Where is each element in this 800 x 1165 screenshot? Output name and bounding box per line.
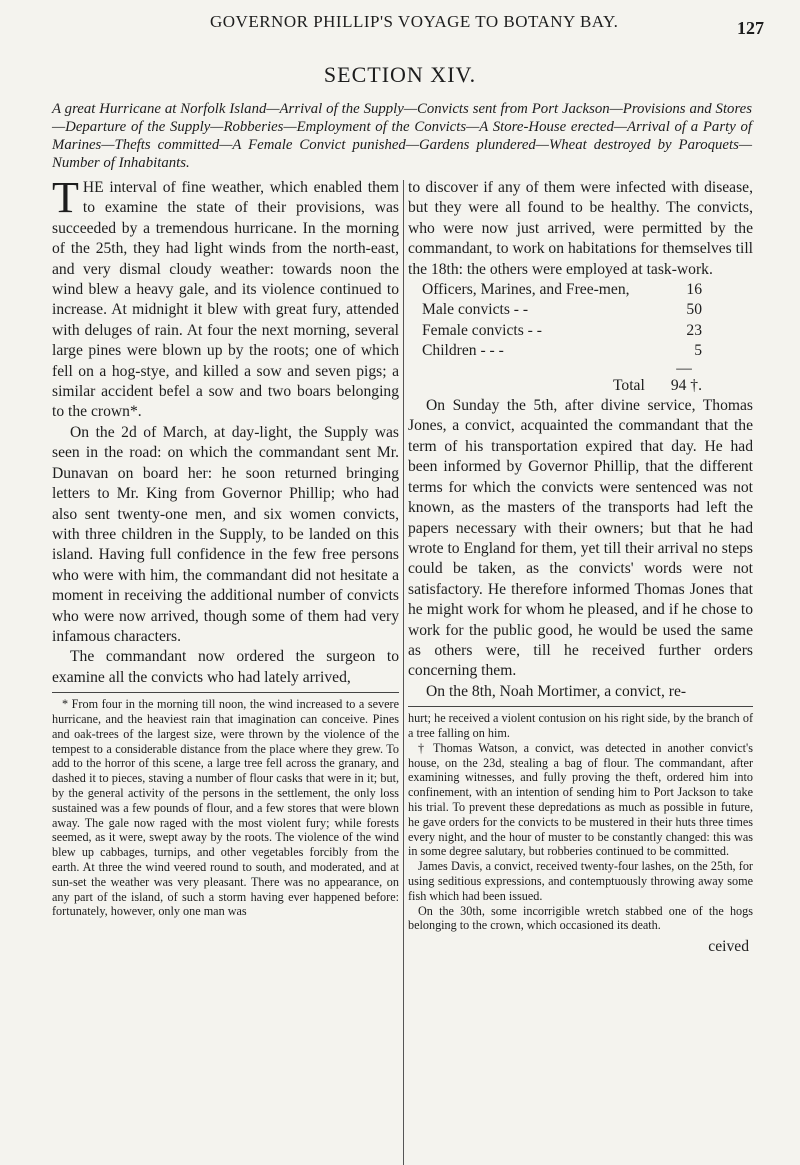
row-label: Female convicts - -	[422, 321, 542, 339]
left-column	[52, 173, 399, 919]
row-label: Male convicts - -	[422, 301, 529, 319]
table-row	[422, 341, 702, 361]
row-label: Officers, Marines, and Free-men,	[422, 281, 630, 299]
table-row	[422, 280, 702, 300]
total-rule: —	[676, 359, 692, 377]
drop-cap: T	[52, 173, 79, 222]
table-row	[422, 300, 702, 320]
footnote: hurt; he received a violent contusion on his right side, by the branch of a tree falling on him.	[408, 711, 753, 740]
paragraph	[52, 173, 399, 423]
row-value: 23	[686, 321, 702, 339]
paragraph: On the 8th, Noah Mortimer, a convict, re-	[426, 682, 687, 700]
paragraph: On the 2d of March, at day-light, the Supply was seen in the road: on which the commandant sent Mr. Dunavan on board her: he soon returned bringing letters to Mr. King from Governor Phillip; who had also sent twenty-one men, and six women convicts, with three children in the Supply, to be landed on this island. Having full confidence in the few free persons who were with him, the commandant did not hesitate a moment in receiving the additional number of convicts who were now arrived, though some of them had very infamous characters.	[52, 423, 399, 645]
right-column	[408, 178, 753, 958]
total-row	[422, 376, 702, 396]
footnote: † Thomas Watson, a convict, was detected in another convict's house, on the 23d, stealing a bag of flour. The commandant, after examining witnesses, and fully proving the theft, ordered him into confinement, with an intention of sending him to Port Jackson to take his trial. To prevent these depredations as much as possible in future, he gave orders for the convicts to be mustered in their huts three times every night, and the hour of muster to be constantly changed: this was in some degree salutary, but robberies continued to be committed.	[408, 740, 753, 859]
inhabitants-table	[422, 280, 753, 396]
running-title: GOVERNOR PHILLIP'S VOYAGE TO BOTANY BAY.	[210, 12, 619, 31]
footnote: On the 30th, some incorrigible wretch stabbed one of the hogs belonging to the crown, which occasioned its death.	[408, 903, 753, 933]
row-value: 50	[686, 301, 702, 319]
section-summary: A great Hurricane at Norfolk Island—Arrival of the Supply—Convicts sent from Port Jackson—Provisions and Stores—Departure of the Supply—Robberies—Employment of the Convicts—A Store-House erected—Arrival of a Party of Marines—Thefts committed—A Female Convict punished—Gardens plundered—Wheat destroyed by Paroquets—Number of Inhabitants.	[52, 101, 752, 171]
footnote-divider	[52, 692, 399, 693]
row-value: 16	[686, 281, 702, 299]
total-label: Total	[612, 376, 645, 394]
footnote: James Davis, a convict, received twenty-four lashes, on the 25th, for using seditious expressions, and contemptuously throwing away some fish which had been issued.	[408, 859, 753, 903]
column-divider	[403, 180, 404, 1165]
row-value: 5	[694, 342, 702, 360]
section-heading: SECTION XIV.	[323, 62, 477, 87]
page-number: 127	[737, 18, 764, 38]
paragraph-text: HE interval of fine weather, which enabled them to examine the state of their provisions, was succeeded by a tremendous hurricane. In the morning of the 25th, they had light winds from the north-east, and very dismal cloudy weather: towards noon the wind blew a heavy gale, and its violence continued to increase. At midnight it blew with great fury, attended with deluges of rain. At four the next morning, several large pines were blown up by the roots; one of which fell on a hog-stye, and killed a sow and seven pigs; a similar accident befel a sow and two boars belonging to the crown*.	[52, 179, 399, 421]
footnote-divider	[408, 706, 753, 707]
footnote: * From four in the morning till noon, the wind increased to a severe hurricane, and the heaviest rain that imagination can conceive. Pines and oak-trees of the largest size, were thrown by the violence of the tempest to a considerable distance from the place where they grew. To add to the horror of this scene, a large tree fell across the granary, and dashed it to pieces, staving a number of flour casks that were in it; but, by the general activity of the persons in the settlement, the only loss sustained was a few pounds of flour, and a few stores that were blown away. The gale now raged with the most violent fury; while forests seemed, as it were, swept away by the roots. The violence of the wind blew up cabbages, turnips, and other vegetables forcibly from the earth. At three the wind veered round to south, and moderated, and at sun-set the weather was very pleasant. There was no appearance, on any part of the island, of such a storm having ever happened before: fortunately, however, only one man was	[52, 697, 399, 919]
paragraph: On Sunday the 5th, after divine service, Thomas Jones, a convict, acquainted the commandant that the term of his transportation expired that day. He had been informed by Governor Phillip, that the different terms for which the convicts were sentenced was not known, as the masters of the transports had left the papers necessary with their owners; but that he had wrote to England for them, yet till their arrival no steps could be taken, as the convicts' words were not satisfactory. He therefore informed Thomas Jones that he might work for whom he pleased, and if he chose to work for the public good, he would be used the same as others were, till he received further orders concerning them.	[408, 397, 753, 680]
table-row	[422, 321, 702, 341]
paragraph: to discover if any of them were infected with disease, but they were all found to be healthy. The convicts, who were now just arrived, were permitted by the commandant, to work on habitations for themselves till the 18th: the others were employed at task-work.	[408, 179, 753, 278]
paragraph: The commandant now ordered the surgeon to examine all the convicts who had lately arrived,	[52, 648, 399, 686]
row-label: Children - - -	[422, 342, 504, 360]
total-value: 94 †.	[670, 376, 702, 394]
catchword: ceived	[708, 938, 749, 956]
